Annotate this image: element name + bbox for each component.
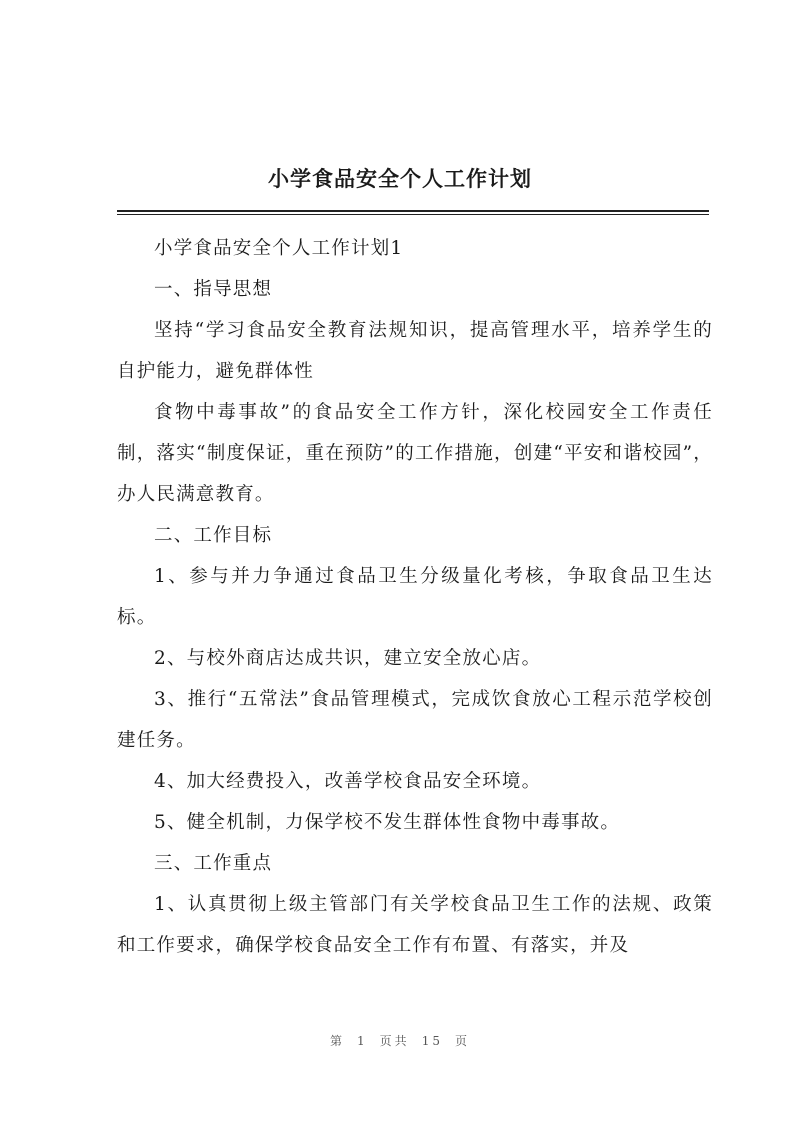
heading-guiding-principle: 一、指导思想	[154, 279, 273, 300]
paragraph-principle-2: 食物中毒事故”的食品安全工作方针，深化校园安全工作责任制，落实“制度保证，重在预防”的工作措施，创建“平安和谐校园”，办人民满意教育。	[117, 402, 713, 505]
goal-item-2: 2、与校外商店达成共识，建立安全放心店。	[154, 648, 542, 669]
paragraph-principle-1: 坚持“学习食品安全教育法规知识，提高管理水平，培养学生的自护能力，避免群体性	[117, 320, 713, 382]
goal-item-1: 1、参与并力争通过食品卫生分级量化考核，争取食品卫生达标。	[117, 566, 713, 628]
section-subtitle: 小学食品安全个人工作计划1	[154, 238, 404, 259]
goal-item-3: 3、推行“五常法”食品管理模式，完成饮食放心工程示范学校创建任务。	[117, 689, 713, 751]
title-divider-thick	[117, 210, 709, 212]
heading-work-focus: 三、工作重点	[154, 853, 273, 874]
footer-prefix: 第	[330, 1034, 346, 1048]
focus-item-1: 1、认真贯彻上级主管部门有关学校食品卫生工作的法规、政策和工作要求，确保学校食品安全工作有布置、有落实，并及	[117, 894, 713, 956]
goal-item-4: 4、加大经费投入，改善学校食品安全环境。	[154, 771, 542, 792]
page-footer	[0, 1032, 800, 1049]
goal-item-5: 5、健全机制，力保学校不发生群体性食物中毒事故。	[154, 812, 621, 833]
footer-mid: 页共	[379, 1034, 410, 1048]
heading-work-goals: 二、工作目标	[154, 525, 273, 546]
footer-total-pages: 15	[421, 1034, 443, 1048]
document-body	[117, 228, 713, 966]
footer-suffix: 页	[454, 1034, 470, 1048]
document-title: 小学食品安全个人工作计划	[268, 166, 532, 191]
footer-current-page: 1	[357, 1034, 368, 1048]
title-divider-thin	[117, 214, 709, 215]
